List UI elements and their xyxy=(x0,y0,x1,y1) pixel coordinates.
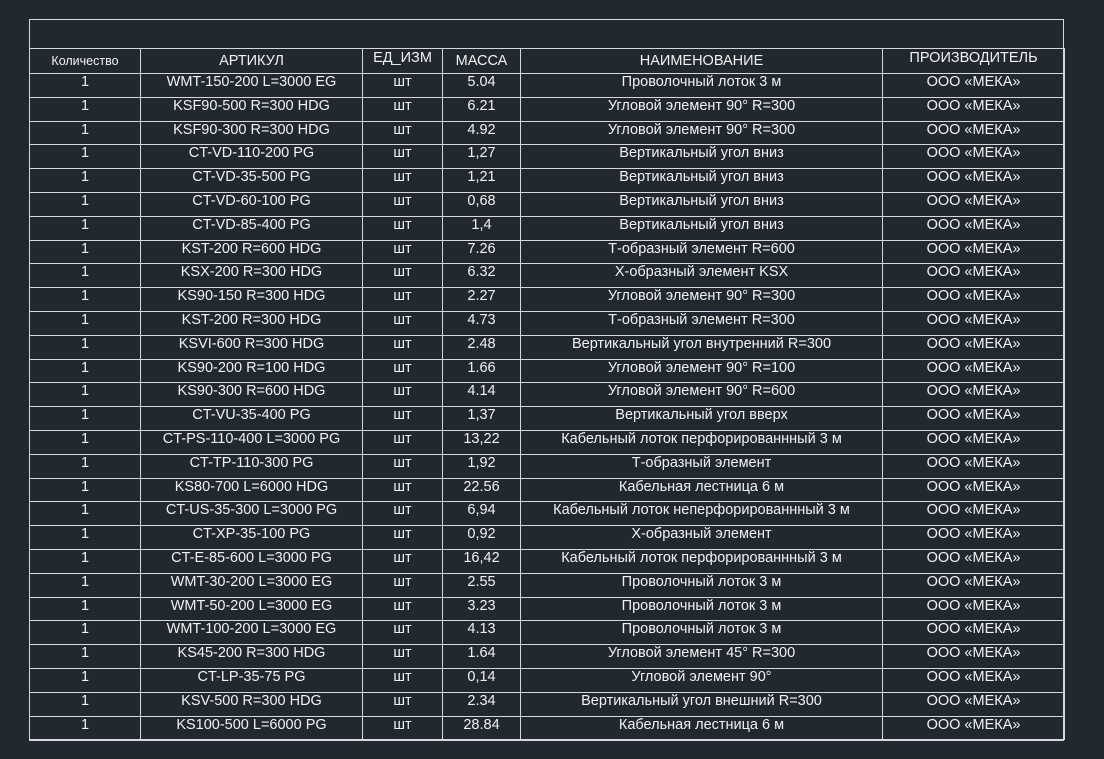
cell-mass[interactable]: 1.64 xyxy=(443,645,521,669)
cell-unit[interactable]: шт xyxy=(363,311,443,335)
cell-manufacturer[interactable]: ООО «МЕКА» xyxy=(883,407,1065,431)
cell-article[interactable]: CT-E-85-600 L=3000 PG xyxy=(141,549,363,573)
cell-manufacturer[interactable]: ООО «МЕКА» xyxy=(883,74,1065,98)
cell-quantity[interactable]: 1 xyxy=(30,430,141,454)
cell-article[interactable]: CT-VD-60-100 PG xyxy=(141,192,363,216)
cell-name[interactable]: Вертикальный угол вниз xyxy=(521,145,883,169)
cell-article[interactable]: KST-200 R=300 HDG xyxy=(141,311,363,335)
cell-name[interactable]: Проволочный лоток 3 м xyxy=(521,573,883,597)
cell-quantity[interactable]: 1 xyxy=(30,645,141,669)
cell-name[interactable]: Кабельная лестница 6 м xyxy=(521,716,883,740)
table-row xyxy=(30,335,1065,359)
cell-quantity[interactable]: 1 xyxy=(30,359,141,383)
cell-quantity[interactable]: 1 xyxy=(30,216,141,240)
cell-article[interactable]: WMT-100-200 L=3000 EG xyxy=(141,621,363,645)
cell-manufacturer[interactable]: ООО «МЕКА» xyxy=(883,526,1065,550)
cell-name[interactable]: Кабельный лоток перфорированнный 3 м xyxy=(521,549,883,573)
cell-name[interactable]: Т-образный элемент xyxy=(521,454,883,478)
cell-mass[interactable]: 1,92 xyxy=(443,454,521,478)
cell-article[interactable]: CT-XP-35-100 PG xyxy=(141,526,363,550)
table-row xyxy=(30,145,1065,169)
cell-mass[interactable]: 0,92 xyxy=(443,526,521,550)
cell-unit[interactable]: шт xyxy=(363,216,443,240)
cell-name[interactable]: Вертикальный угол внутренний R=300 xyxy=(521,335,883,359)
cell-unit[interactable]: шт xyxy=(363,145,443,169)
cell-quantity[interactable]: 1 xyxy=(30,597,141,621)
cell-article[interactable]: CT-VD-85-400 PG xyxy=(141,216,363,240)
header-manufacturer[interactable]: ПРОИЗВОДИТЕЛЬ xyxy=(883,49,1065,74)
cell-name[interactable]: Х-образный элемент xyxy=(521,526,883,550)
cell-article[interactable]: KS100-500 L=6000 PG xyxy=(141,716,363,740)
cell-name[interactable]: Вертикальный угол внешний R=300 xyxy=(521,692,883,716)
cell-quantity[interactable]: 1 xyxy=(30,716,141,740)
cell-quantity[interactable]: 1 xyxy=(30,192,141,216)
cell-quantity[interactable]: 1 xyxy=(30,549,141,573)
table-row xyxy=(30,692,1065,716)
table-row xyxy=(30,478,1065,502)
cell-mass[interactable]: 5.04 xyxy=(443,74,521,98)
table-row xyxy=(30,621,1065,645)
cell-unit[interactable]: шт xyxy=(363,359,443,383)
table-row xyxy=(30,526,1065,550)
cell-article[interactable]: CT-TP-110-300 PG xyxy=(141,454,363,478)
table-title-row[interactable] xyxy=(30,20,1063,49)
cell-unit[interactable]: шт xyxy=(363,169,443,193)
table-body xyxy=(30,74,1065,740)
cell-manufacturer[interactable]: ООО «МЕКА» xyxy=(883,359,1065,383)
cell-article[interactable]: KSX-200 R=300 HDG xyxy=(141,264,363,288)
cell-article[interactable]: KS45-200 R=300 HDG xyxy=(141,645,363,669)
cell-name[interactable]: Х-образный элемент KSX xyxy=(521,264,883,288)
cell-unit[interactable]: шт xyxy=(363,716,443,740)
specification-table xyxy=(29,48,1065,740)
table-row xyxy=(30,74,1065,98)
cell-unit[interactable]: шт xyxy=(363,668,443,692)
table-row xyxy=(30,216,1065,240)
cell-mass[interactable]: 4.92 xyxy=(443,121,521,145)
cell-quantity[interactable]: 1 xyxy=(30,692,141,716)
cell-unit[interactable]: шт xyxy=(363,430,443,454)
cell-manufacturer[interactable]: ООО «МЕКА» xyxy=(883,335,1065,359)
table-row xyxy=(30,716,1065,740)
header-article[interactable]: АРТИКУЛ xyxy=(141,49,363,74)
cell-mass[interactable]: 6.21 xyxy=(443,97,521,121)
cell-article[interactable]: WMT-150-200 L=3000 EG xyxy=(141,74,363,98)
table-row xyxy=(30,97,1065,121)
cell-name[interactable]: Т-образный элемент R=300 xyxy=(521,311,883,335)
cell-manufacturer[interactable]: ООО «МЕКА» xyxy=(883,549,1065,573)
cell-unit[interactable]: шт xyxy=(363,526,443,550)
cell-mass[interactable]: 1,21 xyxy=(443,169,521,193)
header-name[interactable]: НАИМЕНОВАНИЕ xyxy=(521,49,883,74)
cell-quantity[interactable]: 1 xyxy=(30,478,141,502)
table-row xyxy=(30,430,1065,454)
cell-manufacturer[interactable]: ООО «МЕКА» xyxy=(883,454,1065,478)
table-row xyxy=(30,645,1065,669)
table-row xyxy=(30,454,1065,478)
cell-unit[interactable]: шт xyxy=(363,573,443,597)
cell-unit[interactable]: шт xyxy=(363,74,443,98)
table-row xyxy=(30,383,1065,407)
cell-name[interactable]: Угловой элемент 45° R=300 xyxy=(521,645,883,669)
cell-article[interactable]: KS90-200 R=100 HDG xyxy=(141,359,363,383)
cell-quantity[interactable]: 1 xyxy=(30,668,141,692)
cell-article[interactable]: KST-200 R=600 HDG xyxy=(141,240,363,264)
cell-mass[interactable]: 1,27 xyxy=(443,145,521,169)
table-row xyxy=(30,311,1065,335)
cell-unit[interactable]: шт xyxy=(363,383,443,407)
cell-name[interactable]: Угловой элемент 90° R=600 xyxy=(521,383,883,407)
cell-article[interactable]: KSV-500 R=300 HDG xyxy=(141,692,363,716)
cell-mass[interactable]: 3.23 xyxy=(443,597,521,621)
table-row xyxy=(30,121,1065,145)
table-row xyxy=(30,359,1065,383)
cell-quantity[interactable]: 1 xyxy=(30,573,141,597)
cell-quantity[interactable]: 1 xyxy=(30,74,141,98)
cell-article[interactable]: WMT-50-200 L=3000 EG xyxy=(141,597,363,621)
cell-name[interactable]: Кабельный лоток неперфорированнный 3 м xyxy=(521,502,883,526)
cell-manufacturer[interactable]: ООО «МЕКА» xyxy=(883,573,1065,597)
table-row xyxy=(30,169,1065,193)
cell-article[interactable]: CT-PS-110-400 L=3000 PG xyxy=(141,430,363,454)
table-row xyxy=(30,573,1065,597)
table-row xyxy=(30,502,1065,526)
cell-name[interactable]: Проволочный лоток 3 м xyxy=(521,597,883,621)
table-row xyxy=(30,597,1065,621)
cell-unit[interactable]: шт xyxy=(363,454,443,478)
cell-unit[interactable]: шт xyxy=(363,240,443,264)
cell-unit[interactable]: шт xyxy=(363,97,443,121)
cell-quantity[interactable]: 1 xyxy=(30,526,141,550)
table-row xyxy=(30,668,1065,692)
header-row xyxy=(30,49,1065,74)
cell-unit[interactable]: шт xyxy=(363,549,443,573)
cell-quantity[interactable]: 1 xyxy=(30,502,141,526)
cell-article[interactable]: KSF90-300 R=300 HDG xyxy=(141,121,363,145)
cell-name[interactable]: Вертикальный угол вверх xyxy=(521,407,883,431)
cell-unit[interactable]: шт xyxy=(363,502,443,526)
cell-unit[interactable]: шт xyxy=(363,335,443,359)
cell-quantity[interactable]: 1 xyxy=(30,264,141,288)
table-row xyxy=(30,240,1065,264)
cell-manufacturer[interactable]: ООО «МЕКА» xyxy=(883,97,1065,121)
cell-unit[interactable]: шт xyxy=(363,692,443,716)
cell-manufacturer[interactable]: ООО «МЕКА» xyxy=(883,121,1065,145)
cell-name[interactable]: Вертикальный угол вниз xyxy=(521,169,883,193)
cell-unit[interactable]: шт xyxy=(363,192,443,216)
cell-quantity[interactable]: 1 xyxy=(30,145,141,169)
cell-name[interactable]: Угловой элемент 90° R=300 xyxy=(521,288,883,312)
header-unit[interactable]: ЕД_ИЗМ xyxy=(363,49,443,74)
cell-mass[interactable]: 6.32 xyxy=(443,264,521,288)
cell-article[interactable]: KS90-300 R=600 HDG xyxy=(141,383,363,407)
cell-article[interactable]: WMT-30-200 L=3000 EG xyxy=(141,573,363,597)
cell-manufacturer[interactable]: ООО «МЕКА» xyxy=(883,716,1065,740)
cell-quantity[interactable]: 1 xyxy=(30,621,141,645)
cell-quantity[interactable]: 1 xyxy=(30,383,141,407)
cell-quantity[interactable]: 1 xyxy=(30,169,141,193)
cell-mass[interactable]: 1,4 xyxy=(443,216,521,240)
cell-mass[interactable]: 6,94 xyxy=(443,502,521,526)
cell-article[interactable]: KS90-150 R=300 HDG xyxy=(141,288,363,312)
cell-unit[interactable]: шт xyxy=(363,645,443,669)
cell-quantity[interactable]: 1 xyxy=(30,454,141,478)
cell-article[interactable]: CT-VU-35-400 PG xyxy=(141,407,363,431)
header-quantity[interactable]: Количество xyxy=(30,49,141,74)
cell-mass[interactable]: 0,14 xyxy=(443,668,521,692)
cell-mass[interactable]: 4.14 xyxy=(443,383,521,407)
cell-article[interactable]: KSVI-600 R=300 HDG xyxy=(141,335,363,359)
cell-manufacturer[interactable]: ООО «МЕКА» xyxy=(883,216,1065,240)
cell-manufacturer[interactable]: ООО «МЕКА» xyxy=(883,502,1065,526)
cell-mass[interactable]: 7.26 xyxy=(443,240,521,264)
cell-name[interactable]: Угловой элемент 90° xyxy=(521,668,883,692)
cell-manufacturer[interactable]: ООО «МЕКА» xyxy=(883,192,1065,216)
table-row xyxy=(30,264,1065,288)
cell-name[interactable]: Вертикальный угол вниз xyxy=(521,192,883,216)
cell-manufacturer[interactable]: ООО «МЕКА» xyxy=(883,430,1065,454)
cell-manufacturer[interactable]: ООО «МЕКА» xyxy=(883,169,1065,193)
cell-name[interactable]: Вертикальный угол вниз xyxy=(521,216,883,240)
cell-article[interactable]: CT-VD-35-500 PG xyxy=(141,169,363,193)
table-row xyxy=(30,288,1065,312)
cell-unit[interactable]: шт xyxy=(363,621,443,645)
cell-manufacturer[interactable]: ООО «МЕКА» xyxy=(883,597,1065,621)
cell-quantity[interactable]: 1 xyxy=(30,240,141,264)
cell-article[interactable]: KSF90-500 R=300 HDG xyxy=(141,97,363,121)
cell-manufacturer[interactable]: ООО «МЕКА» xyxy=(883,621,1065,645)
cell-mass[interactable]: 28.84 xyxy=(443,716,521,740)
cell-unit[interactable]: шт xyxy=(363,478,443,502)
cell-quantity[interactable]: 1 xyxy=(30,311,141,335)
cell-quantity[interactable]: 1 xyxy=(30,288,141,312)
cell-quantity[interactable]: 1 xyxy=(30,335,141,359)
cell-name[interactable]: Кабельный лоток перфорированнный 3 м xyxy=(521,430,883,454)
cell-mass[interactable]: 22.56 xyxy=(443,478,521,502)
cell-article[interactable]: CT-LP-35-75 PG xyxy=(141,668,363,692)
cell-name[interactable]: Угловой элемент 90° R=300 xyxy=(521,97,883,121)
cell-name[interactable]: Проволочный лоток 3 м xyxy=(521,621,883,645)
cell-mass[interactable]: 4.73 xyxy=(443,311,521,335)
cell-mass[interactable]: 1.66 xyxy=(443,359,521,383)
cell-mass[interactable]: 4.13 xyxy=(443,621,521,645)
cell-manufacturer[interactable]: ООО «МЕКА» xyxy=(883,240,1065,264)
cell-mass[interactable]: 13,22 xyxy=(443,430,521,454)
cell-quantity[interactable]: 1 xyxy=(30,121,141,145)
cell-mass[interactable]: 2.34 xyxy=(443,692,521,716)
cell-manufacturer[interactable]: ООО «МЕКА» xyxy=(883,645,1065,669)
cell-unit[interactable]: шт xyxy=(363,288,443,312)
cell-quantity[interactable]: 1 xyxy=(30,407,141,431)
cell-name[interactable]: Проволочный лоток 3 м xyxy=(521,74,883,98)
cell-manufacturer[interactable]: ООО «МЕКА» xyxy=(883,145,1065,169)
cell-name[interactable]: Кабельная лестница 6 м xyxy=(521,478,883,502)
header-mass[interactable]: МАССА xyxy=(443,49,521,74)
cell-manufacturer[interactable]: ООО «МЕКА» xyxy=(883,311,1065,335)
cell-name[interactable]: Угловой элемент 90° R=100 xyxy=(521,359,883,383)
cell-mass[interactable]: 2.55 xyxy=(443,573,521,597)
cell-manufacturer[interactable]: ООО «МЕКА» xyxy=(883,383,1065,407)
cell-manufacturer[interactable]: ООО «МЕКА» xyxy=(883,288,1065,312)
cell-mass[interactable]: 16,42 xyxy=(443,549,521,573)
table-row xyxy=(30,549,1065,573)
cell-unit[interactable]: шт xyxy=(363,264,443,288)
cell-name[interactable]: Угловой элемент 90° R=300 xyxy=(521,121,883,145)
cell-manufacturer[interactable]: ООО «МЕКА» xyxy=(883,668,1065,692)
cell-mass[interactable]: 2.48 xyxy=(443,335,521,359)
cell-manufacturer[interactable]: ООО «МЕКА» xyxy=(883,692,1065,716)
cell-article[interactable]: CT-VD-110-200 PG xyxy=(141,145,363,169)
cell-unit[interactable]: шт xyxy=(363,121,443,145)
cell-article[interactable]: KS80-700 L=6000 HDG xyxy=(141,478,363,502)
table-row xyxy=(30,192,1065,216)
table-row xyxy=(30,407,1065,431)
cell-article[interactable]: CT-US-35-300 L=3000 PG xyxy=(141,502,363,526)
cell-mass[interactable]: 2.27 xyxy=(443,288,521,312)
cell-quantity[interactable]: 1 xyxy=(30,97,141,121)
cell-mass[interactable]: 0,68 xyxy=(443,192,521,216)
cell-manufacturer[interactable]: ООО «МЕКА» xyxy=(883,478,1065,502)
cell-name[interactable]: Т-образный элемент R=600 xyxy=(521,240,883,264)
cell-manufacturer[interactable]: ООО «МЕКА» xyxy=(883,264,1065,288)
specification-table-frame xyxy=(29,19,1064,741)
cell-mass[interactable]: 1,37 xyxy=(443,407,521,431)
cell-unit[interactable]: шт xyxy=(363,407,443,431)
cell-unit[interactable]: шт xyxy=(363,597,443,621)
